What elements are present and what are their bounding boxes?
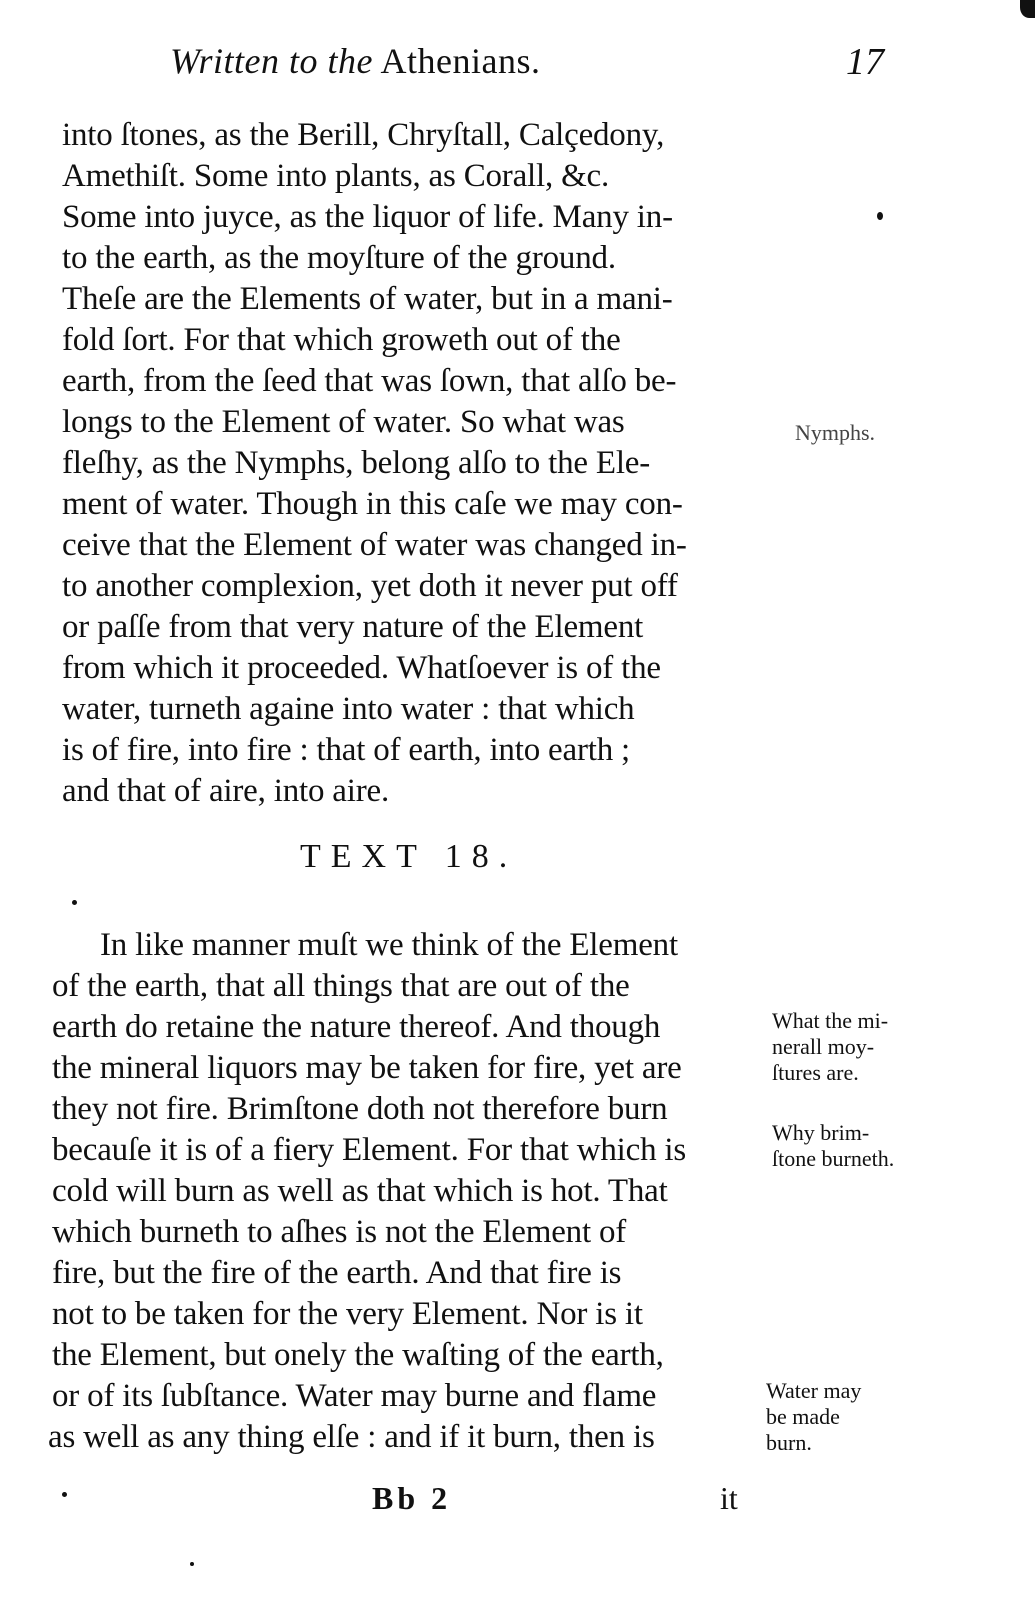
note-line: ſtone burneth. — [772, 1146, 895, 1171]
text-line: cold will burn as well as that which is hot. That — [52, 1173, 668, 1209]
text-line: earth, from the ſeed that was ſown, that alſo be- — [62, 363, 677, 399]
note-line: Why brim- — [772, 1120, 870, 1145]
margin-note-minerall — [772, 1008, 942, 1086]
text-line: which burneth to aſhes is not the Element of — [52, 1214, 627, 1250]
text-line: fire, but the fire of the earth. And that fire is — [52, 1255, 622, 1291]
section-heading: TEXT 18. — [300, 838, 518, 875]
text-line: earth do retaine the nature thereof. And though — [52, 1009, 661, 1045]
text-line: they not fire. Brimſtone doth not therefore burn — [52, 1091, 668, 1127]
text-line: becauſe it is of a fiery Element. For that which is — [52, 1132, 687, 1168]
running-head-roman: Athenians. — [380, 41, 541, 81]
catchword: it — [720, 1480, 738, 1516]
note-line: be made — [766, 1404, 840, 1429]
text-line: Some into juyce, as the liquor of life. Many in- — [62, 199, 673, 235]
note-line: Water may — [766, 1378, 862, 1403]
text-line: ment of water. Though in this caſe we may con- — [62, 486, 683, 522]
text-line: or of its ſubſtance. Water may burne and flame — [52, 1378, 657, 1414]
text-line: is of fire, into fire : that of earth, into earth ; — [62, 732, 631, 768]
signature-mark: Bb 2 — [372, 1480, 452, 1516]
text-line: longs to the Element of water. So what was — [62, 404, 625, 440]
running-head — [170, 40, 540, 82]
scan-speck — [877, 212, 883, 220]
scan-corner-mark — [1020, 0, 1035, 18]
note-line: ſtures are. — [772, 1060, 859, 1085]
text-line: In like manner muſt we think of the Element — [100, 927, 678, 963]
text-line: Amethiſt. Some into plants, as Corall, &c. — [62, 158, 610, 194]
text-line: or paſſe from that very nature of the Element — [62, 609, 644, 645]
text-line: the mineral liquors may be taken for fire, yet are — [52, 1050, 682, 1086]
scan-speck — [190, 1562, 194, 1566]
text-line: as well as any thing elſe : and if it burn, then is — [48, 1419, 655, 1455]
margin-note-nymphs: Nymphs. — [795, 420, 876, 445]
text-line: ceive that the Element of water was changed in- — [62, 527, 687, 563]
text-line: to another complexion, yet doth it never put off — [62, 568, 678, 604]
text-line: fold ſort. For that which groweth out of the — [62, 322, 621, 358]
text-line: from which it proceeded. Whatſoever is of the — [62, 650, 661, 686]
text-line: water, turneth againe into water : that which — [62, 691, 635, 727]
scan-speck — [72, 900, 77, 905]
note-line: burn. — [766, 1430, 812, 1455]
page-number: 17 — [846, 41, 884, 83]
scan-speck — [62, 1492, 67, 1497]
margin-note-water — [766, 1378, 936, 1456]
text-line: not to be taken for the very Element. Nor is it — [52, 1296, 643, 1332]
text-line: into ſtones, as the Berill, Chryſtall, Calçedony, — [62, 117, 665, 153]
running-head-italic: Written to the — [170, 41, 373, 81]
text-line: and that of aire, into aire. — [62, 773, 390, 809]
text-line: of the earth, that all things that are out of the — [52, 968, 630, 1004]
text-line: fleſhy, as the Nymphs, belong alſo to the Ele- — [62, 445, 651, 481]
text-line: Theſe are the Elements of water, but in a mani- — [62, 281, 673, 317]
note-line: What the mi- — [772, 1008, 889, 1033]
text-line: to the earth, as the moyſture of the ground. — [62, 240, 616, 276]
margin-note-brimstone — [772, 1120, 942, 1172]
note-line: nerall moy- — [772, 1034, 875, 1059]
text-line: the Element, but onely the waſting of the earth, — [52, 1337, 664, 1373]
